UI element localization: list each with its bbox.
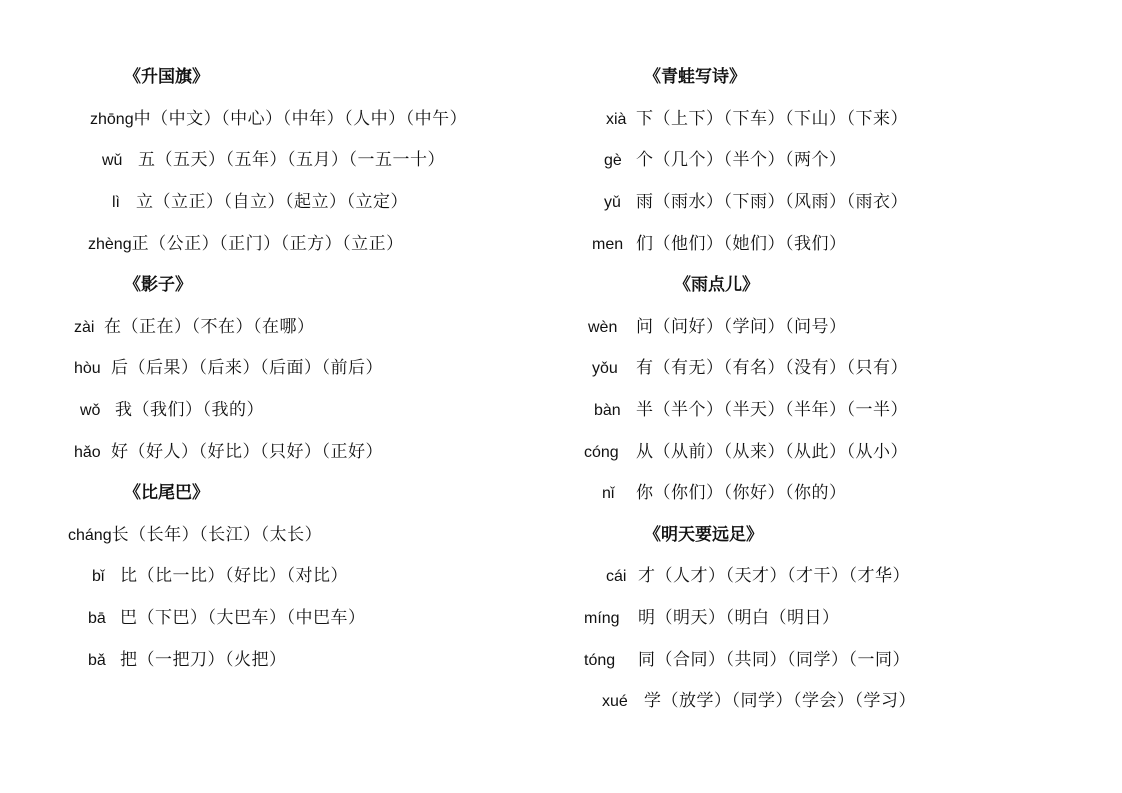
vocab-text: 我（我们）（我的） <box>115 400 264 420</box>
pinyin: cháng <box>68 527 112 544</box>
vocab-text: 正（公正）（正门）（正方）（立正） <box>131 234 404 254</box>
vocab-text: 中（中文）（中心）（中年）（人中）（中午） <box>133 109 468 129</box>
pinyin: cóng <box>584 444 619 461</box>
vocab-row <box>584 441 908 464</box>
pinyin: yǒu <box>592 360 618 377</box>
pinyin: cái <box>606 568 627 585</box>
vocab-row <box>588 316 847 339</box>
vocab-row <box>584 607 840 630</box>
vocab-text: 雨（雨水）（下雨）（风雨）（雨衣） <box>636 192 908 212</box>
vocab-text: 立（立正）（自立）（起立）（立定） <box>136 192 408 212</box>
section-title: 《明天要远足》 <box>644 525 763 545</box>
pinyin: tóng <box>584 652 616 669</box>
pinyin: men <box>592 236 624 253</box>
vocab-text: 长（长年）（长江）（太长） <box>111 525 323 545</box>
vocab-row <box>88 233 404 256</box>
vocab-text: 个（几个）（半个）（两个） <box>636 150 847 170</box>
pinyin: xué <box>602 693 628 710</box>
vocab-row <box>592 233 847 256</box>
pinyin: gè <box>604 152 622 169</box>
vocab-row <box>592 357 908 380</box>
vocab-row <box>112 191 408 214</box>
vocab-row <box>88 607 366 630</box>
section-title: 《升国旗》 <box>124 67 209 87</box>
vocab-text: 在（正在）（不在）（在哪） <box>104 317 315 337</box>
pinyin: wèn <box>588 319 618 336</box>
vocab-row <box>604 149 847 172</box>
vocab-text: 你（你们）（你好）（你的） <box>636 483 847 503</box>
vocab-row <box>602 690 916 713</box>
left-column <box>0 0 520 793</box>
vocab-text: 下（上下）（下车）（下山）（下来） <box>636 109 908 129</box>
vocab-row <box>68 524 322 547</box>
pinyin: bàn <box>594 402 621 419</box>
section-title: 《雨点儿》 <box>674 275 759 295</box>
vocab-text: 好（好人）（好比）（只好）（正好） <box>111 442 383 462</box>
pinyin: nǐ <box>602 485 615 502</box>
section-title: 《比尾巴》 <box>124 483 209 503</box>
vocab-row <box>80 399 264 422</box>
vocab-text: 把（一把刀）（火把） <box>120 650 287 670</box>
vocab-row <box>584 649 910 672</box>
vocab-row <box>102 149 445 172</box>
vocab-text: 有（有无）（有名）（没有）（只有） <box>636 358 908 378</box>
vocab-row <box>606 108 908 131</box>
vocab-row <box>606 565 910 588</box>
right-column <box>520 0 1122 793</box>
vocab-row <box>74 316 315 339</box>
vocab-row <box>74 441 383 464</box>
pinyin: lì <box>112 194 120 211</box>
section-title: 《青蛙写诗》 <box>644 67 746 87</box>
pinyin: bā <box>88 610 106 627</box>
pinyin: bǐ <box>92 568 105 585</box>
pinyin: míng <box>584 610 620 627</box>
vocab-text: 学（放学）（同学）（学会）（学习） <box>644 691 916 711</box>
vocab-text: 比（比一比）（好比）（对比） <box>120 566 348 586</box>
vocab-text: 巴（下巴）（大巴车）（中巴车） <box>120 608 366 628</box>
vocab-text: 五（五天）（五年）（五月）（一五一十） <box>138 150 445 170</box>
pinyin: bǎ <box>88 652 106 669</box>
vocab-row <box>88 649 287 672</box>
pinyin: zài <box>74 319 95 336</box>
pinyin: wǒ <box>80 402 101 419</box>
vocab-text: 后（后果）（后来）（后面）（前后） <box>111 358 383 378</box>
pinyin: hǎo <box>74 444 101 461</box>
vocab-text: 们（他们）（她们）（我们） <box>636 234 847 254</box>
pinyin: zhèng <box>88 236 132 253</box>
pinyin: wǔ <box>102 152 123 169</box>
vocab-text: 从（从前）（从来）（从此）（从小） <box>636 442 908 462</box>
vocab-text: 才（人才）（天才）（才干）（才华） <box>638 566 910 586</box>
pinyin: hòu <box>74 360 101 377</box>
vocab-row <box>604 191 908 214</box>
section-title: 《影子》 <box>124 275 192 295</box>
vocab-row <box>92 565 348 588</box>
vocab-text: 同（合同）（共同）（同学）（一同） <box>638 650 910 670</box>
vocab-row <box>74 357 383 380</box>
vocab-row <box>90 108 467 131</box>
vocab-text: 问（问好）（学问）（问号） <box>636 317 847 337</box>
vocab-row <box>602 482 847 505</box>
pinyin: zhōng <box>90 111 134 128</box>
vocab-row <box>594 399 908 422</box>
vocab-text: 半（半个）（半天）（半年）（一半） <box>636 400 908 420</box>
vocab-text: 明（明天）（明白（明日） <box>638 608 840 628</box>
pinyin: xià <box>606 111 627 128</box>
pinyin: yǔ <box>604 194 621 211</box>
